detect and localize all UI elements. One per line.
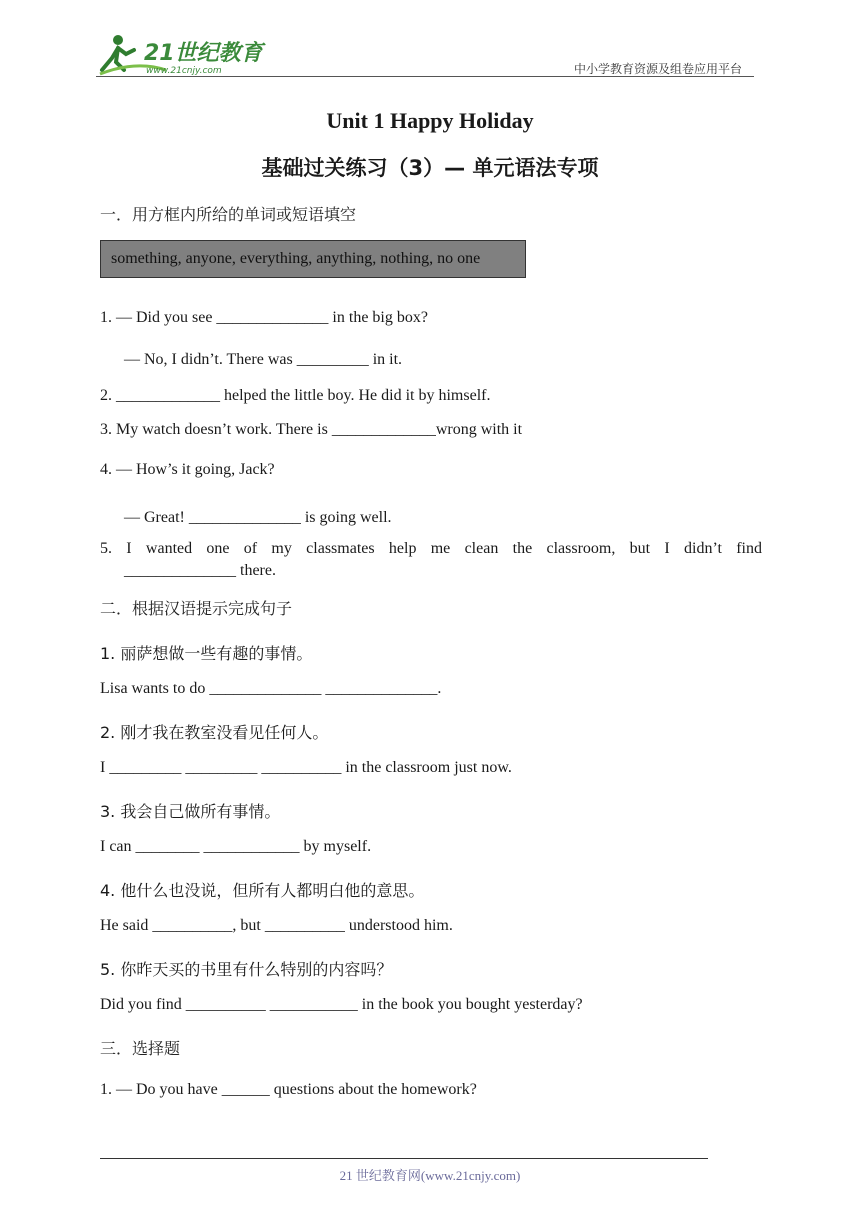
question-4-line-1: 4. — How’s it going, Jack? bbox=[100, 461, 275, 478]
translation-3-answer: I can ________ ____________ by myself. bbox=[100, 838, 372, 855]
translation-5-answer: Did you find __________ ___________ in the book you bought yesterday? bbox=[100, 996, 583, 1013]
word-box-text: something, anyone, everything, anything, nothing, no one bbox=[111, 250, 481, 267]
question-2: 2. _____________ helped the little boy. He did it by himself. bbox=[100, 387, 491, 404]
svg-text:21世纪教育: 21世纪教育 bbox=[144, 41, 263, 66]
section-3-heading: 三．选择题 bbox=[100, 1039, 181, 1058]
question-4-line-2: — Great! ______________ is going well. bbox=[124, 509, 392, 526]
translation-5-prompt: 5. 你昨天买的书里有什么特别的内容吗？ bbox=[100, 960, 393, 979]
question-5-line-2: ______________ there. bbox=[124, 562, 276, 579]
translation-4-prompt: 4. 他什么也没说，但所有人都明白他的意思。 bbox=[100, 881, 425, 900]
site-logo bbox=[96, 30, 266, 78]
page-title: Unit 1 Happy Holiday bbox=[326, 108, 534, 133]
header-divider bbox=[96, 76, 754, 77]
svg-text:www.21cnjy.com: www.21cnjy.com bbox=[146, 66, 222, 76]
translation-2-answer: I _________ _________ __________ in the classroom just now. bbox=[100, 759, 512, 776]
footer-text: 21 世纪教育网(www.21cnjy.com) bbox=[339, 1168, 521, 1183]
page-subtitle: 基础过关练习（3）— 单元语法专项 bbox=[261, 156, 599, 180]
translation-1-answer: Lisa wants to do ______________ ______________. bbox=[100, 680, 442, 697]
question-1-line-1: 1. — Did you see ______________ in the big box? bbox=[100, 309, 428, 326]
word-box bbox=[100, 240, 526, 278]
question-3: 3. My watch doesn’t work. There is _____________wrong with it bbox=[100, 421, 523, 438]
section-2-heading: 二．根据汉语提示完成句子 bbox=[100, 599, 293, 618]
translation-1-prompt: 1. 丽萨想做一些有趣的事情。 bbox=[100, 644, 313, 663]
translation-3-prompt: 3. 我会自己做所有事情。 bbox=[100, 802, 281, 821]
translation-2-prompt: 2. 刚才我在教室没看见任何人。 bbox=[100, 723, 329, 742]
choice-question-1: 1. — Do you have ______ questions about the homework? bbox=[100, 1081, 477, 1098]
runner-logo-icon bbox=[96, 30, 266, 78]
platform-name: 中小学教育资源及组卷应用平台 bbox=[574, 62, 743, 76]
footer-divider bbox=[100, 1158, 708, 1159]
question-5-line-1: 5. I wanted one of my classmates help me clean the classroom, but I didn’t find bbox=[100, 540, 762, 557]
translation-4-answer: He said __________, but __________ understood him. bbox=[100, 917, 453, 934]
question-1-line-2: — No, I didn’t. There was _________ in it. bbox=[124, 351, 403, 368]
section-1-heading: 一．用方框内所给的单词或短语填空 bbox=[100, 205, 357, 224]
